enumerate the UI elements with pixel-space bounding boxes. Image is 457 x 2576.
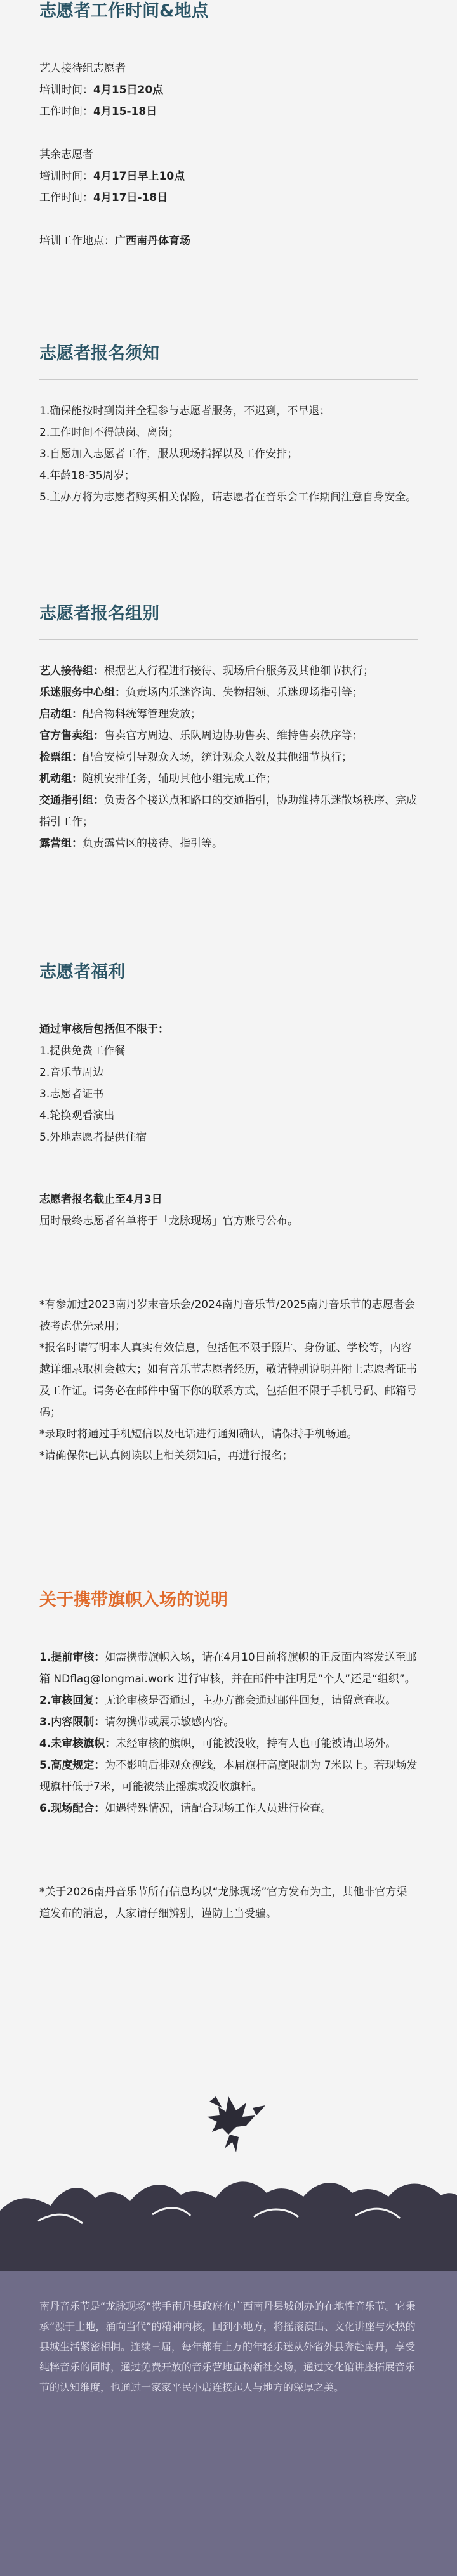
welfare-note: *录取时将通过手机短信以及电话进行通知确认，请保持手机畅通。 — [39, 1428, 358, 1441]
section-title: 志愿者报名组别 — [39, 604, 159, 624]
flag-rule-name: 3.内容限制： — [39, 1716, 105, 1729]
work-time-label: 工作时间： — [39, 105, 93, 118]
footer — [0, 2271, 457, 2576]
group-desc: 根据艺人行程进行接待、现场后台服务及其他细节执行； — [104, 665, 374, 677]
deadline-note: 届时最终志愿者名单将于「龙脉现场」官方账号公布。 — [39, 1215, 298, 1227]
flag-rule-name: 6.现场配合： — [39, 1802, 105, 1815]
welfare-item: 2.音乐节周边 — [39, 1066, 104, 1079]
flag-rule-name: 4.未审核旗帜： — [39, 1737, 116, 1750]
work-time-value: 4月17日-18日 — [93, 192, 168, 204]
ink-bird-over-mountains-illustration — [0, 2071, 457, 2274]
training-time-value: 4月17日早上10点 — [93, 170, 185, 183]
welfare-note: *有参加过2023南丹岁末音乐会/2024南丹音乐节/2025南丹音乐节的志愿者会被考虑优先录用； — [39, 1298, 415, 1333]
footer-description: 南丹音乐节是“龙脉现场”携手南丹县政府在广西南丹县城创办的在地性音乐节。它秉承“源于土地，涌向当代”的精神内核，回到小地方，将摇滚演出、文化讲座与火热的县城生活紧密相拥。连续三届，每年都有上万的年轻乐迷从外省外县奔赴南丹，享受纯粹音乐的同时，通过免费开放的音乐营地重构新社交场，通过文化馆讲座拓展音乐节的认知维度，也通过一家家平民小店连接起人与地方的深厚之美。 — [39, 2300, 416, 2393]
group-desc: 负责各个接送点和路口的交通指引，协助维持乐迷散场秩序、完成指引工作； — [39, 794, 417, 828]
group-name: 检票组： — [39, 751, 83, 764]
flag-footnote: *关于2026南丹音乐节所有信息均以“龙脉现场”官方发布为主，其他非官方渠道发布的消息，大家请仔细辨别，谨防上当受骗。 — [39, 1886, 407, 1920]
group-desc: 配合安检引导观众入场，统计观众人数及其他细节执行； — [83, 751, 352, 764]
section-title: 关于携带旗帜入场的说明 — [39, 1590, 228, 1610]
section-divider — [39, 379, 418, 380]
notice-item: 4.年龄18-35周岁； — [39, 469, 135, 482]
notice-item: 5.主办方将为志愿者购买相关保险，请志愿者在音乐会工作期间注意自身安全。 — [39, 491, 417, 504]
group-desc: 配合物料统筹管理发放； — [83, 708, 201, 721]
flag-rule-desc: 如遇特殊情况，请配合现场工作人员进行检查。 — [105, 1802, 332, 1815]
section-title: 志愿者报名须知 — [39, 344, 159, 363]
notice-item: 1.确保能按时到岗并全程参与志愿者服务，不迟到，不早退； — [39, 405, 331, 417]
group-name: 露营组： — [39, 837, 83, 850]
place-label: 培训工作地点： — [39, 235, 115, 247]
group-name: 启动组： — [39, 708, 83, 721]
notice-item: 3.自愿加入志愿者工作，服从现场指挥以及工作安排； — [39, 448, 298, 461]
group-name: 交通指引组： — [39, 794, 104, 807]
deadline: 志愿者报名截止至4月3日 — [39, 1193, 162, 1206]
group-desc: 售卖官方周边、乐队周边协助售卖、维持售卖秩序等； — [104, 729, 363, 742]
flag-rule-desc: 请勿携带或展示敏感内容。 — [105, 1716, 235, 1729]
other-group-label: 其余志愿者 — [39, 148, 93, 161]
group-desc: 负责露营区的接待、指引等。 — [83, 837, 223, 850]
group-name: 艺人接待组： — [39, 665, 104, 677]
section-title: 志愿者工作时间&地点 — [39, 1, 209, 21]
work-time-label: 工作时间： — [39, 192, 93, 204]
flag-rule-desc: 为不影响后排观众视线，本届旗杆高度限制为 7米以上。若现场发现旗杆低于7米，可能被禁止摇旗或没收旗杆。 — [39, 1759, 418, 1793]
welfare-item: 5.外地志愿者提供住宿 — [39, 1131, 147, 1144]
welfare-lead: 通过审核后包括但不限于： — [39, 1023, 169, 1036]
place-value: 广西南丹体育场 — [115, 235, 190, 247]
flag-rule-name: 2.审核回复： — [39, 1694, 105, 1707]
section-flag — [0, 1589, 457, 1925]
section-notice — [0, 343, 457, 508]
section-time-place — [0, 0, 457, 252]
section-divider — [39, 639, 418, 640]
section-welfare — [0, 961, 457, 1467]
group-name: 机动组： — [39, 773, 83, 785]
notice-item: 2.工作时间不得缺岗、离岗； — [39, 426, 180, 439]
group-desc: 随机安排任务，辅助其他小组完成工作； — [83, 773, 277, 785]
welfare-item: 4.轮换观看演出 — [39, 1109, 115, 1122]
flag-rule-desc: 未经审核的旗帜，可能被没收，持有人也可能被请出场外。 — [116, 1737, 397, 1750]
welfare-item: 1.提供免费工作餐 — [39, 1045, 126, 1057]
flag-rule-desc: 无论审核是否通过，主办方都会通过邮件回复，请留意查收。 — [105, 1694, 397, 1707]
training-time-value: 4月15日20点 — [93, 84, 164, 96]
flag-rule-name: 5.高度规定： — [39, 1759, 105, 1772]
training-time-label: 培训时间： — [39, 84, 93, 96]
welfare-item: 3.志愿者证书 — [39, 1088, 104, 1101]
mountain-ridge — [0, 2181, 457, 2274]
artist-group-label: 艺人接待组志愿者 — [39, 62, 126, 75]
training-time-label: 培训时间： — [39, 170, 93, 183]
group-desc: 负责场内乐迷咨询、失物招领、乐迷现场指引等； — [126, 686, 363, 699]
section-groups — [0, 603, 457, 854]
flag-rule-desc: 如需携带旗帜入场，请在4月10日前将旗帜的正反面内容发送至邮箱 NDflag@longmai.work 进行审核，并在邮件中注明是“个人”还是“组织”。 — [39, 1651, 417, 1685]
section-title: 志愿者福利 — [39, 962, 125, 982]
flag-rule-name: 1.提前审核： — [39, 1651, 105, 1664]
group-name: 乐迷服务中心组： — [39, 686, 126, 699]
bird-icon — [207, 2096, 265, 2152]
welfare-note: *报名时请写明本人真实有效信息，包括但不限于照片、身份证、学校等，内容越详细录取机会越大；如有音乐节志愿者经历，敬请特别说明并附上志愿者证书及工作证。请务必在邮件中留下你的联系方式，包括但不限于手机号码、邮箱号码； — [39, 1342, 417, 1419]
group-name: 官方售卖组： — [39, 729, 104, 742]
welfare-note: *请确保你已认真阅读以上相关须知后，再进行报名； — [39, 1449, 293, 1462]
work-time-value: 4月15-18日 — [93, 105, 157, 118]
